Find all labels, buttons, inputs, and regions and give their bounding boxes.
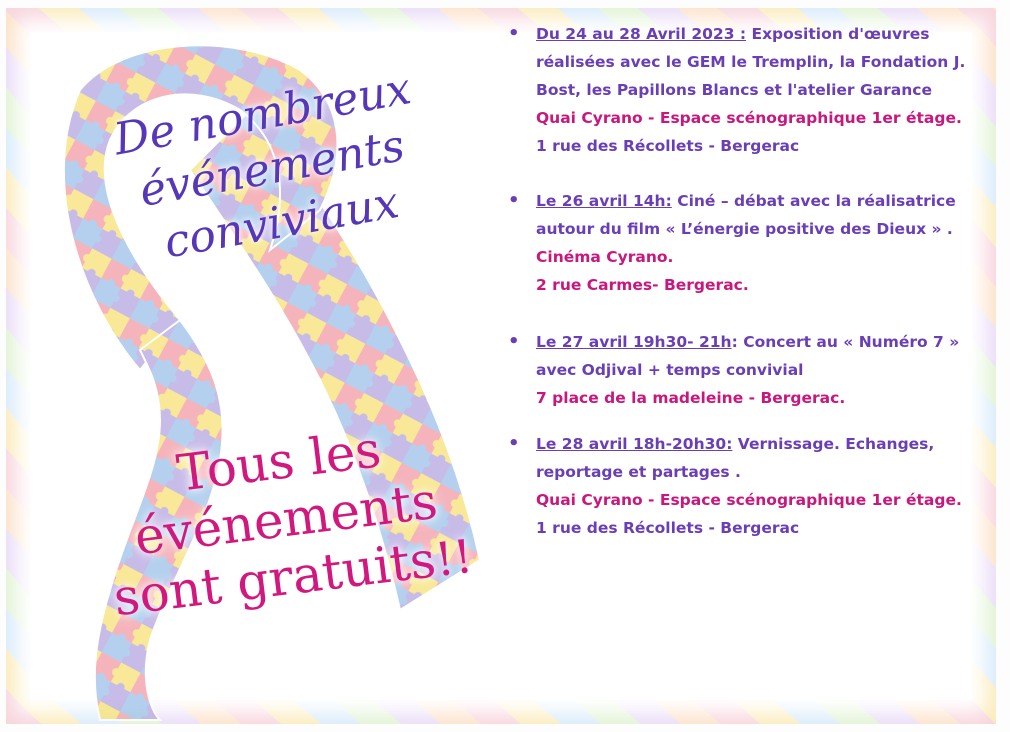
event-description: Exposition d'œuvres réalisées avec le GEM le Tremplin, la Fondation J. Bost, les Papillons Blancs et l'atelier Garance: [536, 25, 966, 99]
event-place: Quai Cyrano - Espace scénographique 1er étage.: [536, 491, 962, 509]
event-place: 7 place de la madeleine - Bergerac.: [536, 389, 846, 407]
list-item: [506, 430, 976, 542]
event-description: Vernissage. Echanges, reportage et partages .: [536, 435, 935, 481]
list-item: [506, 328, 976, 412]
event-date: Le 28 avril 18h-20h30:: [536, 435, 733, 453]
event-description: Ciné – débat avec la réalisatrice autour du film « L’énergie positive des Dieux » .: [536, 192, 956, 238]
event-address: 1 rue des Récollets - Bergerac: [536, 519, 800, 537]
event-description: : Concert au « Numéro 7 » avec Odjival + temps convivial: [536, 333, 960, 379]
event-address: 2 rue Carmes- Bergerac.: [536, 276, 749, 294]
heading-free-exclaim: !!: [432, 528, 476, 587]
list-item: [506, 187, 976, 299]
event-date: Le 26 avril 14h:: [536, 192, 672, 210]
event-list: [506, 20, 976, 542]
event-place: Quai Cyrano - Espace scénographique 1er étage.: [536, 109, 962, 127]
heading-free-text: Tous les événements sont gratuits: [110, 420, 441, 628]
event-place: Cinéma Cyrano.: [536, 248, 674, 266]
event-date: Le 27 avril 19h30- 21h: [536, 333, 732, 351]
heading-events: De nombreux événements conviviaux: [110, 63, 415, 269]
list-item: [506, 20, 976, 160]
event-date: Du 24 au 28 Avril 2023 :: [536, 25, 747, 43]
event-address: 1 rue des Récollets - Bergerac: [536, 137, 800, 155]
